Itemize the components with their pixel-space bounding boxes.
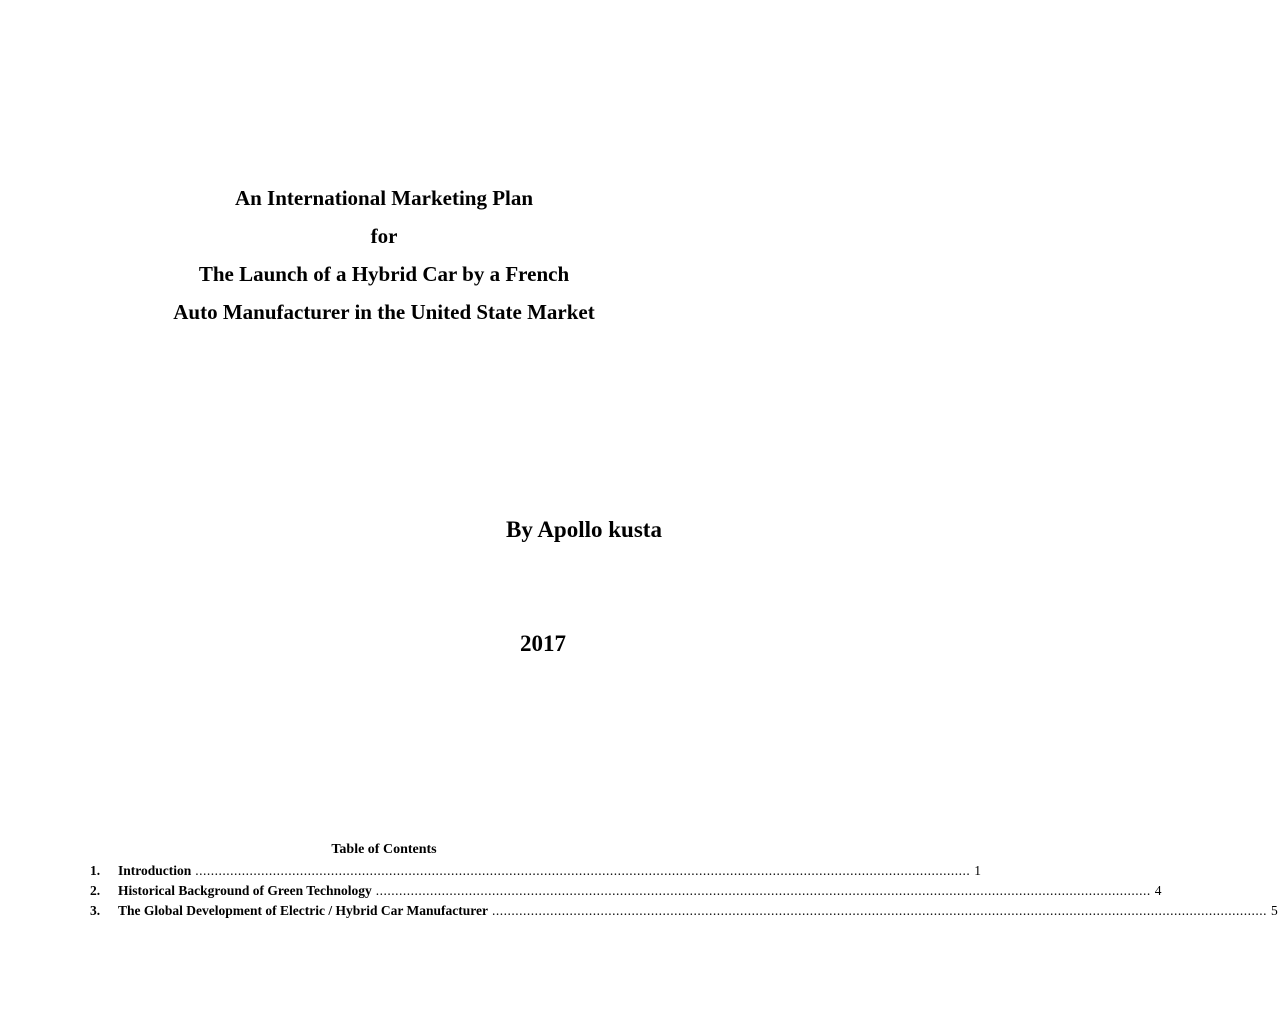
toc-entry-page: 1 [974, 863, 982, 878]
toc-entry[interactable] [90, 902, 1278, 922]
toc-entry-title: The Global Development of Electric / Hybrid Car Manufacturer [118, 903, 488, 918]
title-line-1: An International Marketing Plan [234, 186, 534, 210]
toc-dot-leader: ........................................................................................................................................................................................................ [195, 863, 971, 878]
author-line: By Apollo kusta [506, 517, 662, 542]
toc-entry-number: 3. [90, 903, 101, 918]
toc-entry-title: Introduction [118, 863, 192, 878]
title-line-2: for [370, 224, 398, 248]
toc-entry-number: 1. [90, 863, 101, 878]
toc-dot-leader: ........................................................................................................................................................................................................ [375, 883, 1151, 898]
toc-list [90, 862, 1278, 922]
toc-entry[interactable] [90, 882, 1162, 902]
toc-entry[interactable] [90, 862, 982, 882]
toc-dot-leader: ........................................................................................................................................................................................................ [491, 903, 1267, 918]
toc-heading: Table of Contents [331, 842, 437, 857]
toc-entry-number: 2. [90, 883, 101, 898]
toc-entry-title: Historical Background of Green Technology [118, 883, 372, 898]
title-line-4: Auto Manufacturer in the United State Market [173, 300, 595, 324]
toc-entry-page: 4 [1154, 883, 1162, 898]
title-line-3: The Launch of a Hybrid Car by a French [198, 262, 570, 286]
toc-entry-page: 5 [1270, 903, 1278, 918]
year-line: 2017 [520, 631, 566, 656]
document-title [0, 186, 768, 338]
